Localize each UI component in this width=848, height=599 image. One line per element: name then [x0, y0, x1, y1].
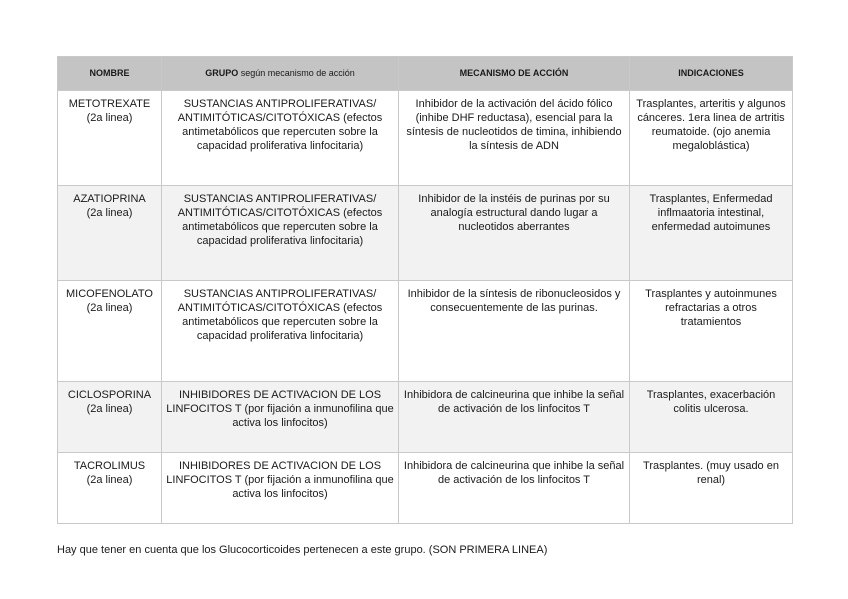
- table-header-row: [58, 57, 793, 91]
- header-grupo: [162, 57, 399, 91]
- drug-name: AZATIOPRINA: [73, 193, 146, 205]
- cell-indications: Trasplantes y autoinmunes refractarias a otros tratamientos: [630, 281, 793, 382]
- cell-mechanism: Inhibidor de la síntesis de ribonucleosidos y consecuentemente de las purinas.: [399, 281, 630, 382]
- header-mecanismo: MECANISMO DE ACCIÓN: [399, 57, 630, 91]
- header-nombre: NOMBRE: [58, 57, 162, 91]
- cell-indications: Trasplantes, exacerbación colitis ulcerosa.: [630, 382, 793, 453]
- immunosuppressant-table: [57, 56, 793, 524]
- cell-mechanism: Inhibidor de la activación del ácido fólico (inhibe DHF reductasa), esencial para la síntesis de nucleotidos de timina, inhibiendo la síntesis de ADN: [399, 91, 630, 186]
- table-row: [58, 382, 793, 453]
- header-indicaciones: INDICACIONES: [630, 57, 793, 91]
- cell-group: SUSTANCIAS ANTIPROLIFERATIVAS/ ANTIMITÓTICAS/CITOTÓXICAS (efectos antimetabólicos que repercuten sobre la capacidad proliferativa linfocitaria): [162, 186, 399, 281]
- cell-mechanism: Inhibidora de calcineurina que inhibe la señal de activación de los linfocitos T: [399, 382, 630, 453]
- drug-line: (2a linea): [86, 207, 133, 219]
- table-row: [58, 453, 793, 524]
- drug-name: MICOFENOLATO: [66, 288, 153, 300]
- table-row: [58, 186, 793, 281]
- header-grupo-rest: según mecanismo de acción: [238, 68, 355, 78]
- cell-mechanism: Inhibidora de calcineurina que inhibe la señal de activación de los linfocitos T: [399, 453, 630, 524]
- cell-group: SUSTANCIAS ANTIPROLIFERATIVAS/ ANTIMITÓTICAS/CITOTÓXICAS (efectos antimetabólicos que repercuten sobre la capacidad proliferativa linfocitaria): [162, 281, 399, 382]
- cell-name: [58, 382, 162, 453]
- drug-line: (2a linea): [86, 302, 133, 314]
- cell-indications: Trasplantes, Enfermedad inflmaatoria intestinal, enfermedad autoimunes: [630, 186, 793, 281]
- drug-name: TACROLIMUS: [73, 460, 146, 472]
- drug-name: CICLOSPORINA: [67, 389, 152, 401]
- header-grupo-bold: GRUPO: [205, 68, 239, 78]
- cell-name: [58, 281, 162, 382]
- cell-group: INHIBIDORES DE ACTIVACION DE LOS LINFOCITOS T (por fijación a inmunofilina que activa los linfocitos): [162, 453, 399, 524]
- drug-line: (2a linea): [86, 112, 133, 124]
- cell-group: SUSTANCIAS ANTIPROLIFERATIVAS/ ANTIMITÓTICAS/CITOTÓXICAS (efectos antimetabólicos que repercuten sobre la capacidad proliferativa linfocitaria): [162, 91, 399, 186]
- cell-name: [58, 91, 162, 186]
- cell-indications: Trasplantes, arteritis y algunos cánceres. 1era linea de artritis reumatoide. (ojo anemia megaloblástica): [630, 91, 793, 186]
- cell-indications: Trasplantes. (muy usado en renal): [630, 453, 793, 524]
- drug-line: (2a linea): [86, 474, 133, 486]
- table-row: [58, 91, 793, 186]
- cell-mechanism: Inhibidor de la instéis de purinas por su analogía estructural dando lugar a nucleotidos aberrantes: [399, 186, 630, 281]
- cell-name: [58, 453, 162, 524]
- drug-name: METOTREXATE: [68, 98, 151, 110]
- cell-name: [58, 186, 162, 281]
- footnote: Hay que tener en cuenta que los Glucocorticoides pertenecen a este grupo. (SON PRIMERA LINEA): [57, 544, 548, 556]
- cell-group: INHIBIDORES DE ACTIVACION DE LOS LINFOCITOS T (por fijación a inmunofilina que activa los linfocitos): [162, 382, 399, 453]
- drug-line: (2a linea): [86, 403, 133, 415]
- table-row: [58, 281, 793, 382]
